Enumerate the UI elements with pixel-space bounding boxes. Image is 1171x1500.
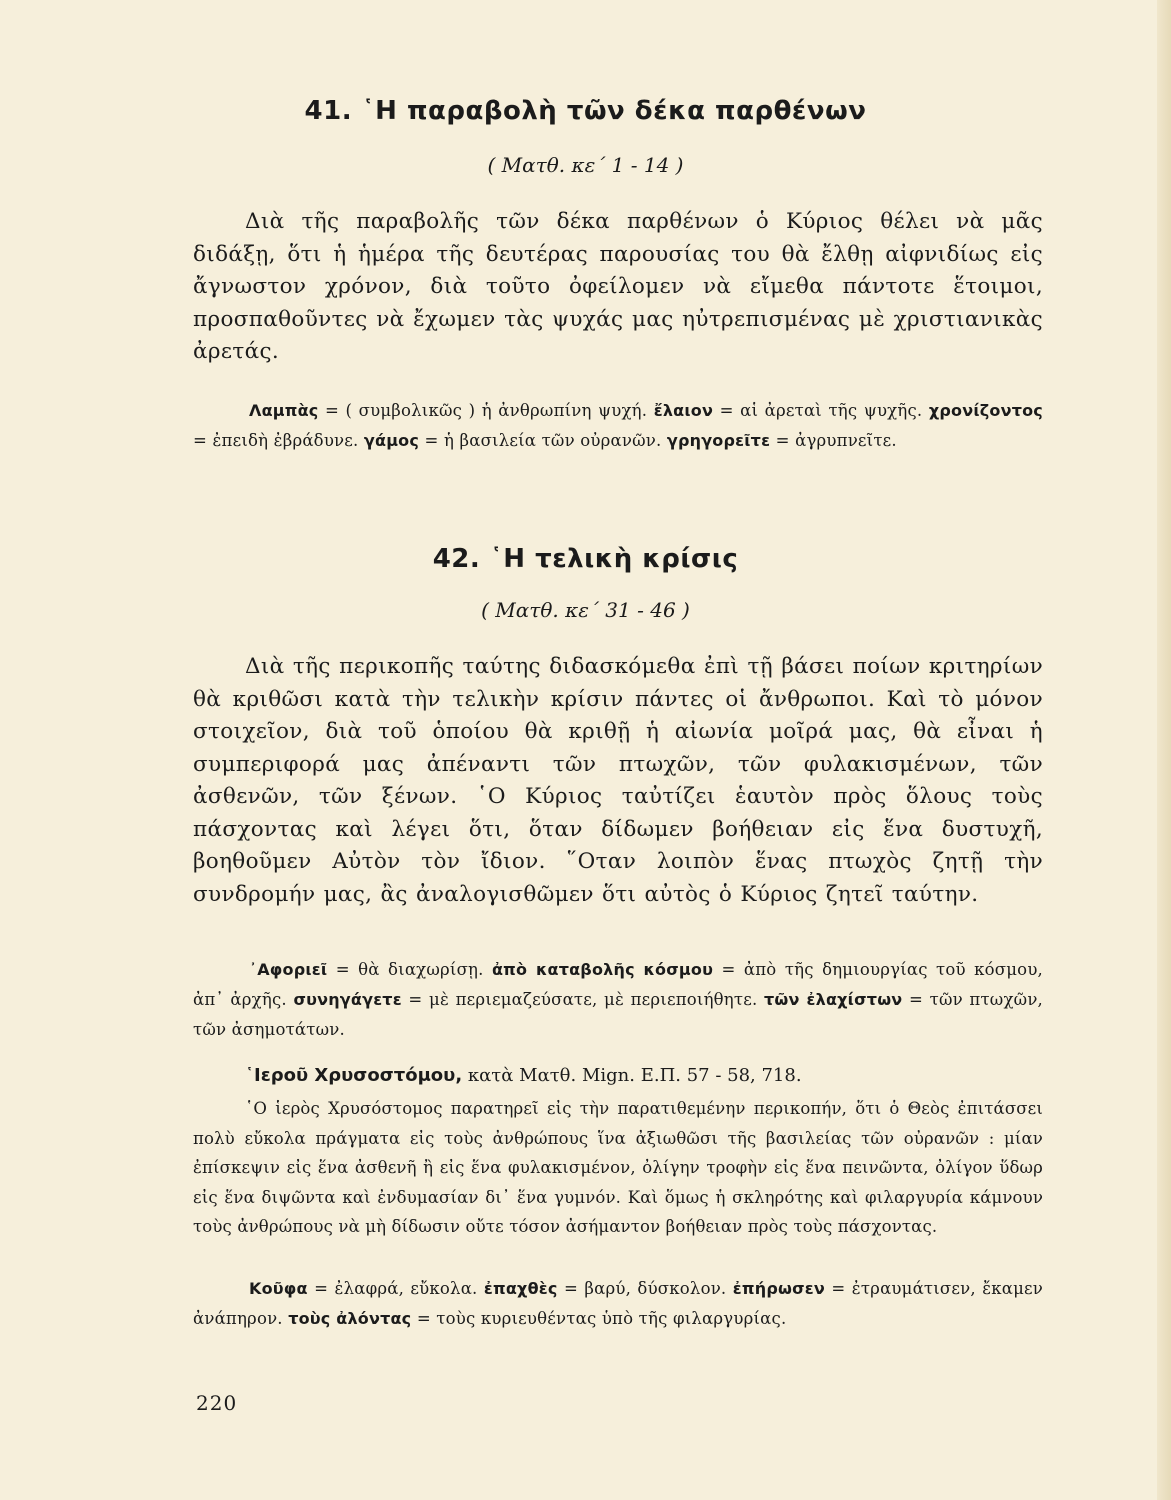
section-41-glossary (193, 396, 1043, 456)
chrysostom-commentary: ῾Ο ἱερὸς Χρυσόστομος παρατηρεῖ εἰς τὴν παρατιθεμένην περικοπήν, ὅτι ὁ Θεὸς ἐπιτάσσει πολὺ εὔκολα πράγματα εἰς τοὺς ἀνθρώπους ἵνα ἀξιωθῶσι τῆς βασιλείας τῶν οὐρανῶν : μίαν ἐπίσκεψιν εἰς ἕνα ἀσθενῆ ἢ εἰς ἕνα φυλακισμένον, ὀλίγην τροφὴν εἰς ἕνα πεινῶντα, ὀλίγον ὕδωρ εἰς ἕνα διψῶντα καὶ ἐνδυμασίαν δι᾿ ἕνα γυμνόν. Καὶ ὅμως ἡ σκληρότης καὶ φιλαργυρία κάμνουν τοὺς ἀνθρώπους νὰ μὴ δίδωσιν οὔτε τόσον ἀσήμαντον βοήθειαν πρὸς τοὺς πάσχοντας. (193, 1099, 1043, 1236)
gloss-term: γάμος (363, 431, 420, 450)
gloss-definition: = τοὺς κυριευθέντας ὑπὸ τῆς φιλαργυρίας. (411, 1309, 787, 1328)
gloss-term: χρονίζοντος (928, 401, 1043, 420)
section-41-title: 41. ῾Η παραβολὴ τῶν δέκα παρθένων (304, 96, 867, 126)
gloss-definition: = ἐτραυμάτισεν, ἔκαμεν ἀνάπηρον. (193, 1279, 1044, 1328)
gloss-term: ἀπὸ καταβολῆς κόσμου (491, 960, 714, 979)
section-42-reference: ( Ματθ. κε΄ 31 - 46 ) (481, 598, 690, 622)
section-42-paragraph: Διὰ τῆς περικοπῆς ταύτης διδασκόμεθα ἐπὶ τῇ βάσει ποίων κριτηρίων θὰ κριθῶσι κατὰ τὴν τελικὴν κρίσιν πάντες οἱ ἄνθρωποι. Καὶ τὸ μόνον στοιχεῖον, διὰ τοῦ ὁποίου θὰ κριθῇ ἡ αἰωνία μοῖρά μας, θὰ εἶναι ἡ συμπεριφορά μας ἀπέναντι τῶν πτωχῶν, τῶν φυλακισμένων, τῶν ἀσθενῶν, τῶν ξένων. ῾Ο Κύριος ταὐτίζει ἑαυτὸν πρὸς ὅλους τοὺς πάσχοντας καὶ λέγει ὅτι, ὅταν δίδωμεν βοήθειαν εἰς ἕνα δυστυχῆ, βοηθοῦμεν Αὐτὸν τὸν ἴδιον. ῞Οταν λοιπὸν ἕνας πτωχὸς ζητῇ τὴν συνδρομήν μας, ἂς ἀναλογισθῶμεν ὅτι αὐτὸς ὁ Κύριος ζητεῖ ταύτην. (193, 654, 1043, 907)
gloss-term: Λαμπὰς (249, 401, 319, 420)
source-reference: κατὰ Ματθ. Mign. Ε.Π. 57 - 58, 718. (462, 1065, 802, 1086)
gloss-definition: = ἐλαφρά, εὔκολα. (307, 1279, 484, 1298)
gloss-term: ἔλαιον (653, 401, 714, 420)
gloss-definition: = ἀγρυπνεῖτε. (770, 431, 897, 450)
gloss-term: τῶν ἐλαχίστων (764, 990, 903, 1009)
gloss-term: ἐπήρωσεν (732, 1279, 825, 1298)
gloss-definition: = τῶν πτωχῶν, τῶν ἀσημοτάτων. (193, 990, 1043, 1039)
gloss-term: τοὺς ἀλόντας (288, 1309, 412, 1328)
gloss-term: συνηγάγετε (293, 990, 402, 1009)
section-42-title: 42. ῾Η τελικὴ κρίσις (432, 544, 739, 574)
page-number: 220 (196, 1391, 238, 1415)
gloss-definition: = αἱ ἀρεταὶ τῆς ψυχῆς. (713, 401, 929, 420)
section-41-paragraph: Διὰ τῆς παραβολῆς τῶν δέκα παρθένων ὁ Κύριος θέλει νὰ μᾶς διδάξῃ, ὅτι ἡ ἡμέρα τῆς δευτέρας παρουσίας του θὰ ἔλθῃ αἰφνιδίως εἰς ἄγνωστον χρόνον, διὰ τοῦτο ὀφείλομεν νὰ εἴμεθα πάντοτε ἕτοιμοι, προσπαθοῦντες νὰ ἔχωμεν τὰς ψυχάς μας ηὐτρεπισμένας μὲ χριστιανικὰς ἀρετάς. (193, 209, 1043, 364)
gloss-term: Κοῦφα (249, 1279, 308, 1298)
gloss-definition: = μὲ περιεμαζεύσατε, μὲ περιεποιήθητε. (401, 990, 764, 1009)
gloss-definition: = βαρύ, δύσκολον. (557, 1279, 733, 1298)
gloss-definition: = ἀπὸ τῆς δημιουργίας τοῦ κόσμου, ἀπ᾿ ἀρχῆς. (193, 960, 1043, 1009)
gloss-term: γρηγορεῖτε (666, 431, 771, 450)
gloss-definition: = ( συμβολικῶς ) ἡ ἀνθρωπίνη ψυχή. (318, 401, 654, 420)
source-citation (245, 1062, 1045, 1090)
gloss-term: ᾿Αφοριεῖ (249, 960, 328, 979)
gloss-term: ἐπαχθὲς (483, 1279, 558, 1298)
gloss-definition: = ἡ βασιλεία τῶν οὐρανῶν. (419, 431, 667, 450)
section-41-reference: ( Ματθ. κε΄ 1 - 14 ) (487, 153, 684, 177)
commentary-glossary (193, 1274, 1043, 1334)
gloss-definition: = θὰ διαχωρίσῃ. (327, 960, 492, 979)
page-edge (1157, 0, 1171, 1500)
section-42-glossary (193, 955, 1043, 1045)
source-author: ῾Ιεροῦ Χρυσοστόμου, (245, 1065, 463, 1086)
gloss-definition: = ἐπειδὴ ἐβράδυνε. (193, 431, 364, 450)
